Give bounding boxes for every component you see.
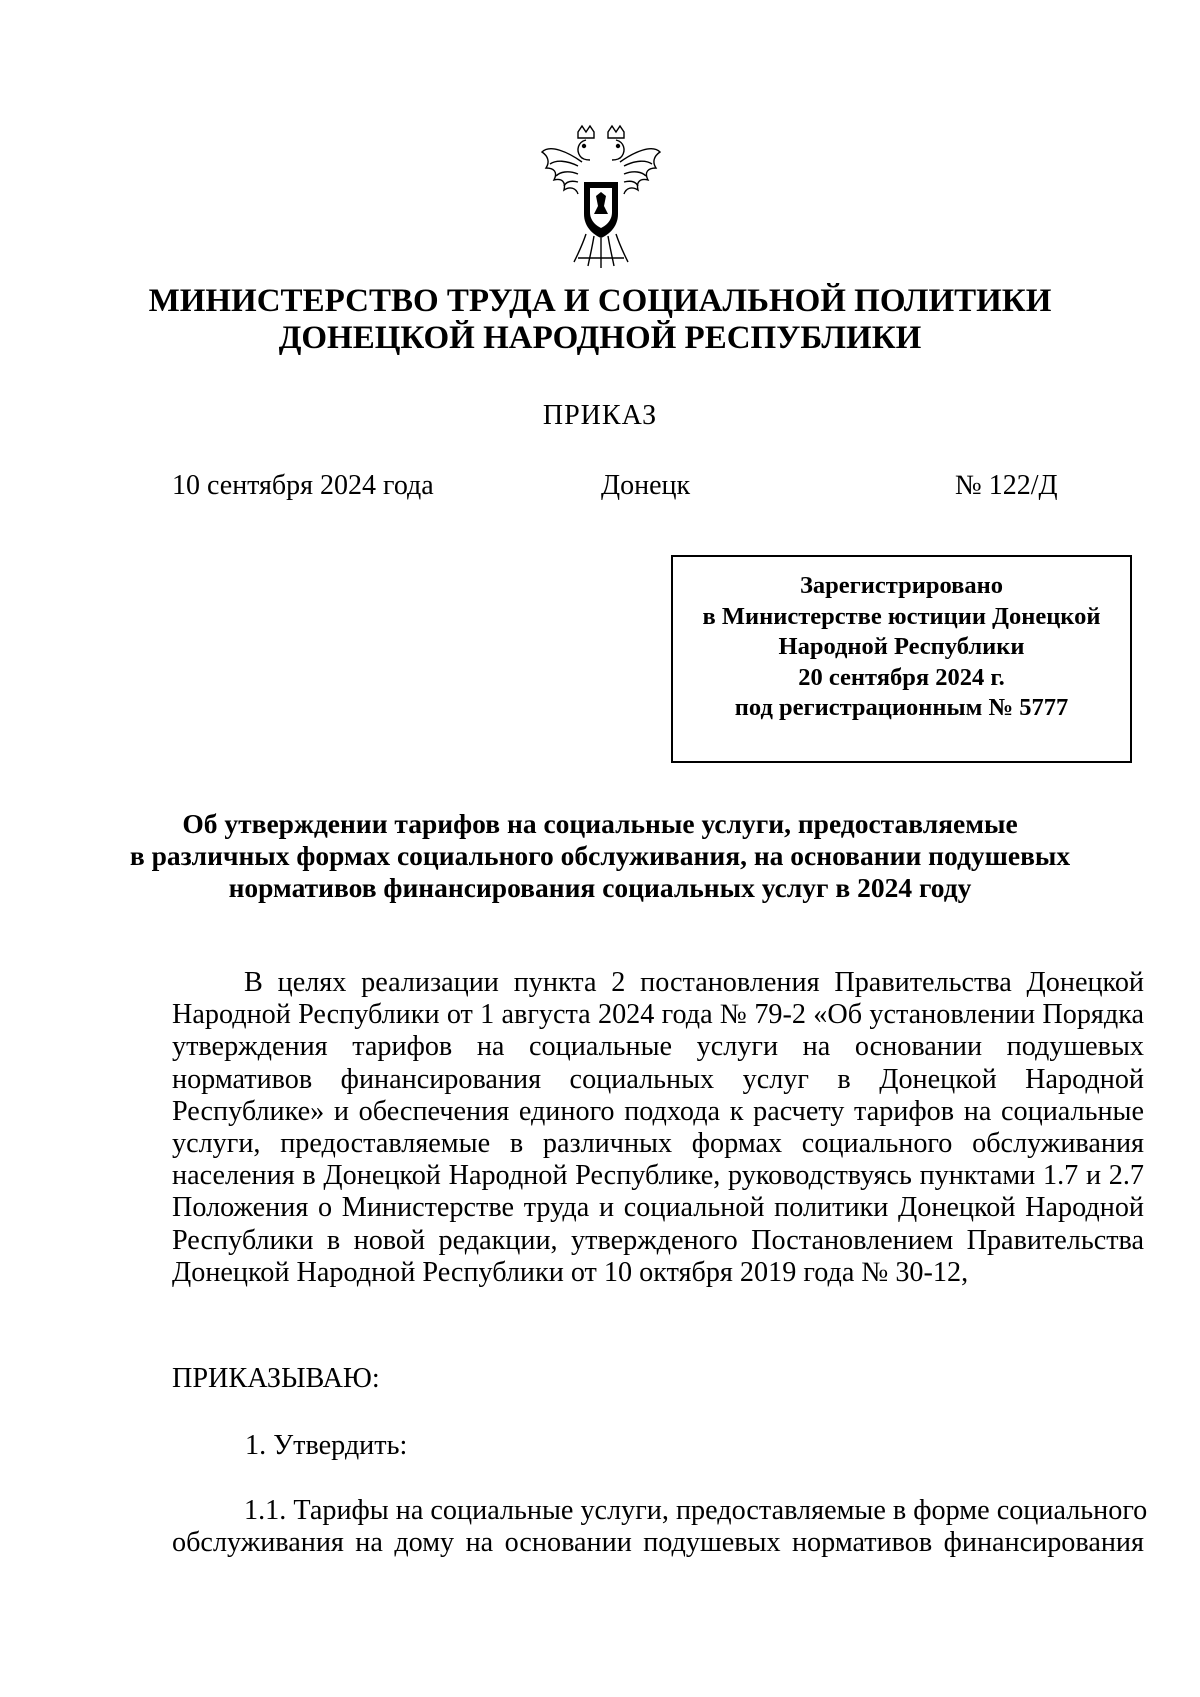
preamble-line: населения в Донецкой Народной Республике, руководствуясь пунктами 1.7 и 2.7 xyxy=(172,1160,1144,1192)
registration-line: Народной Республики xyxy=(778,633,1025,660)
document-type-title: ПРИКАЗ xyxy=(542,400,658,431)
preamble-line: В целях реализации пункта 2 постановления Правительства Донецкой xyxy=(244,967,1144,998)
order-city: Донецк xyxy=(601,470,691,501)
order-item-1-1 xyxy=(172,1495,1148,1559)
preamble-line: утверждения тарифов на социальные услуги на основании подушевых xyxy=(172,1031,1144,1063)
item-1-1-line: обслуживания на дому на основании подушевых нормативов финансирования xyxy=(172,1527,1144,1559)
preamble-line: нормативов финансирования социальных услуг в Донецкой Народной xyxy=(172,1063,1144,1095)
preamble-line: Положения о Министерстве труда и социальной политики Донецкой Народной xyxy=(172,1192,1144,1224)
registration-stamp-box xyxy=(671,555,1132,763)
orders-label: ПРИКАЗЫВАЮ: xyxy=(172,1363,380,1394)
preamble-line: Донецкой Народной Республики от 10 октября 2019 года № 30-12, xyxy=(172,1256,969,1288)
registration-line: Зарегистрировано xyxy=(800,572,1003,599)
registration-line: в Министерстве юстиции Донецкой xyxy=(702,602,1101,630)
subject-line: Об утверждении тарифов на социальные услуги, предоставляемые xyxy=(182,808,1018,839)
subject-line: в различных формах социального обслуживания, на основании подушевых xyxy=(129,840,1071,871)
order-number: № 122/Д xyxy=(955,470,1058,501)
preamble-line: Республике» и обеспечения единого подхода к расчету тарифов на социальные xyxy=(172,1095,1144,1127)
coat-of-arms-emblem xyxy=(538,122,664,270)
registration-line: 20 сентября 2024 г. xyxy=(798,663,1005,691)
preamble-paragraph xyxy=(172,967,1144,1289)
order-subject-heading xyxy=(0,808,1200,904)
item-1-1-line: 1.1. Тарифы на социальные услуги, предоставляемые в форме социального xyxy=(244,1495,1148,1526)
preamble-line: Народной Республики от 1 августа 2024 года № 79-2 «Об установлении Порядка xyxy=(172,999,1144,1031)
order-date: 10 сентября 2024 года xyxy=(172,470,434,501)
ministry-name-line-1: МИНИСТЕРСТВО ТРУДА И СОЦИАЛЬНОЙ ПОЛИТИКИ xyxy=(148,283,1052,319)
registration-line: под регистрационным № 5777 xyxy=(734,694,1069,721)
preamble-line: Республики в новой редакции, утвержденого Постановлением Правительства xyxy=(172,1224,1144,1256)
ministry-name xyxy=(0,283,1200,357)
preamble-line: услуги, предоставляемые в различных формах социального обслуживания xyxy=(172,1127,1144,1159)
ministry-name-line-2: ДОНЕЦКОЙ НАРОДНОЙ РЕСПУБЛИКИ xyxy=(278,320,922,356)
subject-line: нормативов финансирования социальных услуг в 2024 году xyxy=(228,872,972,903)
order-item-1: 1. Утвердить: xyxy=(245,1430,408,1461)
